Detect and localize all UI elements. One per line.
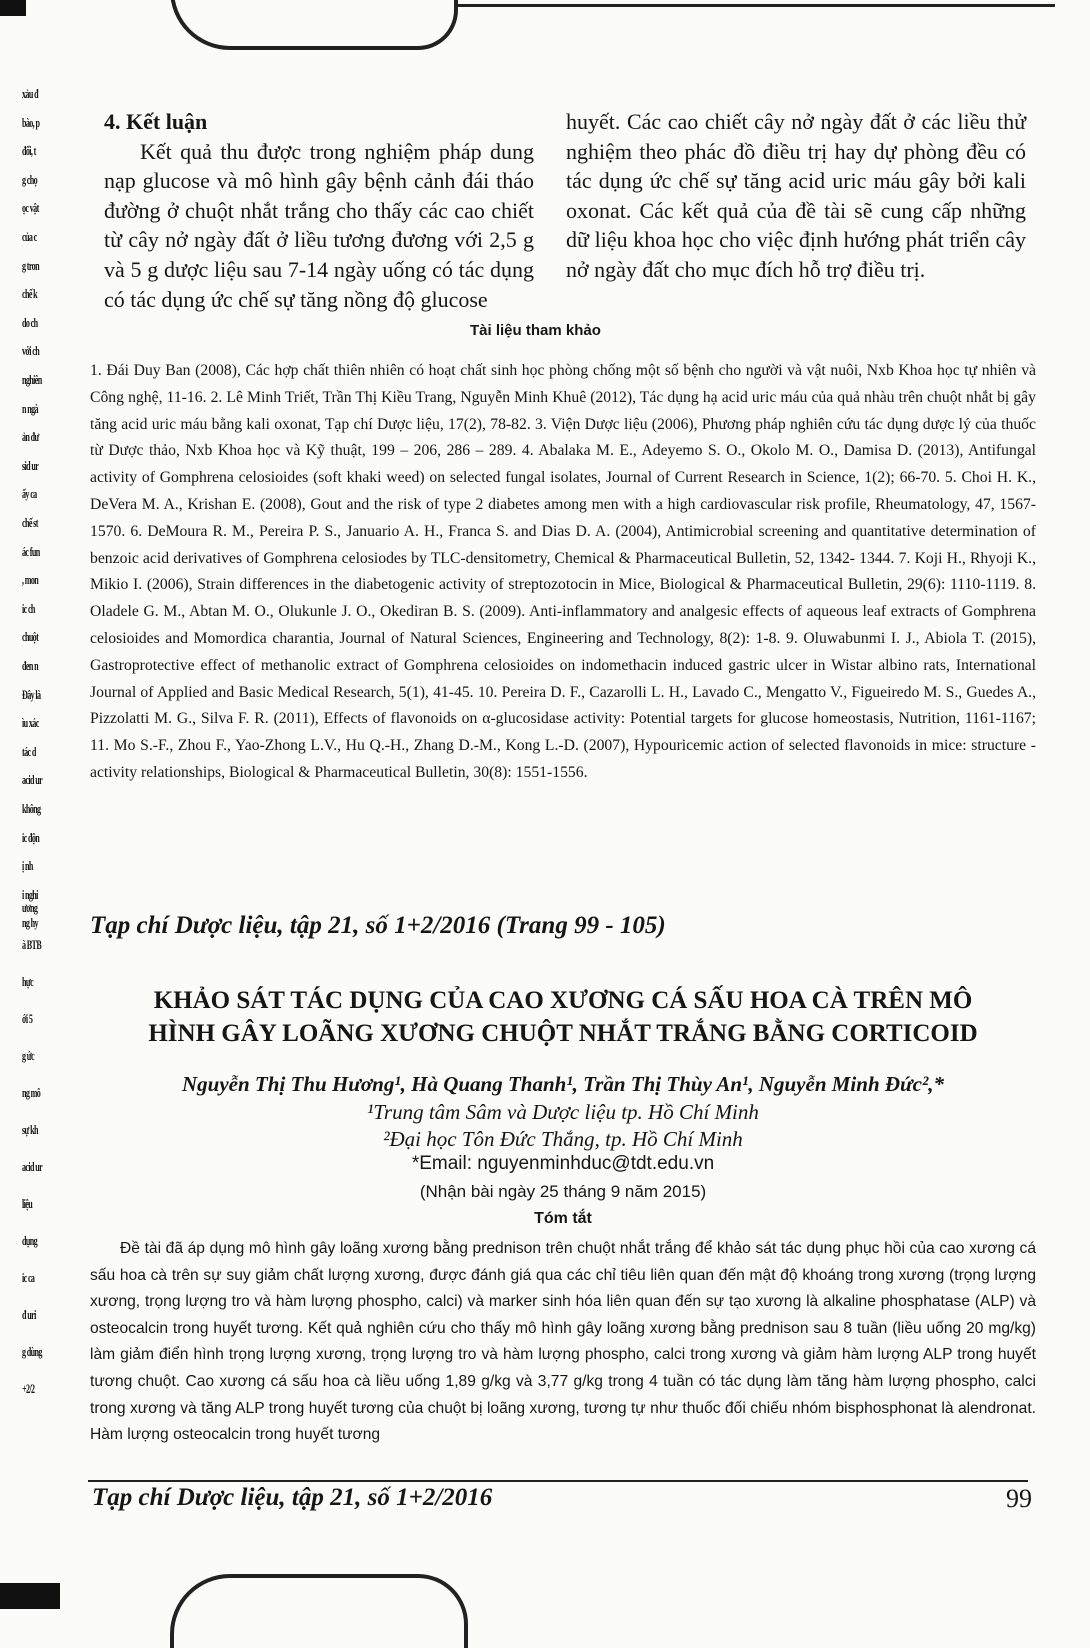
gutter-fragment: acid ur: [22, 772, 43, 788]
gutter-fragment: g dùng: [22, 1344, 42, 1359]
footer-rule: [88, 1480, 1028, 1482]
gutter-fragment: hực: [22, 974, 34, 989]
reference-item: 4. Abalaka M. E., Adeyemo S. O., Okolo M. O., Damisa D. (2013), Antifungal activity of Gomphrena celosioides (soft khaki weed) on selected fungal isolates, Journal of Current Research in Science, 1(2); 66-70.: [90, 442, 1037, 487]
section-heading: 4. Kết luận: [104, 109, 208, 134]
gutter-fragment: tác d: [22, 743, 36, 759]
gutter-fragment: ic độn: [22, 829, 40, 845]
article-title-line-1: KHẢO SÁT TÁC DỤNG CỦA CAO XƯƠNG CÁ SẤU HOA CÀ TRÊN MÔ: [153, 987, 973, 1014]
gutter-fragment: liệu: [22, 1196, 33, 1211]
email: *Email: nguyenminhduc@tdt.edu.vn: [411, 1153, 715, 1174]
gutter-fragment: đ uri: [22, 1307, 36, 1322]
page-number: 99: [1006, 1484, 1032, 1513]
gutter-fragment: xảu đ: [22, 86, 38, 101]
gutter-fragment: chế k: [22, 286, 38, 302]
gutter-fragment: đổi, t: [22, 143, 36, 159]
references-list: [90, 358, 1036, 787]
reference-item: 2. Lê Minh Triết, Trần Thị Kiều Trang, Nguyễn Minh Khuê (2012), Tác dụng hạ acid uric máu của quả nhàu trên chuột nhắt bị gây tăng acid uric máu bằng kali oxonat, Tạp chí Dược liệu, 17(2), 78-82.: [90, 388, 1036, 433]
scan-mark-bottom: [0, 1583, 60, 1609]
gutter-fragment: i nghi: [22, 886, 38, 902]
gutter-fragment: ng hy: [22, 915, 38, 931]
gutter-fragment: ng mô: [22, 1085, 41, 1100]
reference-item: 5. Choi H. K., DeVera M. A., Krishan E. (2008), Gout and the risk of type 2 diabetes among men with a high cardiovascular risk profile, Rheumatology, 47, 1567-1570.: [90, 469, 1036, 540]
footer-journal: Tạp chí Dược liệu, tập 21, số 1+2/2016: [92, 1484, 493, 1511]
gutter-fragment: của c: [22, 229, 37, 244]
gutter-fragment: Đây là: [22, 686, 41, 702]
gutter-fragment: đen n: [22, 658, 38, 673]
gutter-fragment: với ch: [22, 343, 40, 359]
gutter-fragment: ấy ca: [22, 486, 37, 502]
gutter-fragment: chuột: [22, 629, 39, 645]
conclusion-text-2: huyết. Các cao chiết cây nở ngày đất ở các liều thử nghiệm theo phác đồ điều trị hay dự phòng đều có tác dụng ức chế sự tăng acid uric máu gây bởi kali oxonat. Các kết quả của đề tài sẽ cung cấp những dữ liệu khoa học cho việc định hướng phát triển cây nở ngày đất cho mục đích hỗ trợ điều trị.: [566, 109, 1026, 282]
gutter-fragment: à BTB: [22, 937, 42, 952]
reference-item: 3. Viện Dược liệu (2006), Phương pháp nghiên cứu tác dụng dược lý của thuốc từ Dược thảo, Nxb Khoa học và Kỹ thuật, 199 – 206, 286 – 289.: [90, 415, 1036, 460]
affiliation-2: ²Đại học Tôn Đức Thắng, tp. Hồ Chí Minh: [383, 1127, 743, 1151]
affiliation-1: ¹Trung tâm Sâm và Dược liệu tp. Hồ Chí Minh: [367, 1100, 759, 1124]
gutter-fragment: ị nh: [22, 858, 33, 874]
gutter-fragment: g chọ: [22, 171, 38, 187]
references-title: Tài liệu tham khảo: [470, 322, 601, 339]
conclusion-text-1: Kết quả thu được trong nghiệm pháp dung nạp glucose và mô hình gây bệnh cảnh đái tháo đường ở chuột nhắt trắng cho thấy các cao chiết từ cây nở ngày đất ở liều tương đương với 2,5 g và 5 g dược liệu sau 7-14 ngày uống có tác dụng có tác dụng ức chế sự tăng nồng độ glucose: [104, 138, 534, 312]
received-date: (Nhận bài ngày 25 tháng 9 năm 2015): [419, 1182, 707, 1201]
gutter-fragment: ới 5: [22, 1011, 33, 1026]
abstract-text: Đề tài đã áp dụng mô hình gây loãng xương bằng prednison trên chuột nhắt trắng để khảo sát tác dụng phục hồi của cao xương cá sấu hoa cà trên sự suy giảm chất lượng xương, được đánh giá qua các chỉ tiêu liên quan đến mật độ khoáng trong xương (trọng lượng xương, trọng lượng tro và hàm lượng phospho, calci) và marker sinh hóa liên quan đến sự tạo xương là alkaline phosphatase (ALP) và osteocalcin trong huyết tương. Kết quả nghiên cứu cho thấy mô hình gây loãng xương bằng prednison sau 8 tuần (liều uống 20 mg/kg) làm giảm điển hình trọng lượng xương, trọng lượng tro và hàm lượng phospho, calci trong xương và giảm hàm lượng ALP trong huyết tương chuột. Cao xương cá sấu hoa cà liều uống 1,89 g/kg và 3,77 g/kg trong 4 tuần có tác dụng làm tăng hàm lượng phospho, calci trong xương và tăng ALP trong huyết tương của chuột bị loãng xương, tương tự như thuốc đối chiếu nhóm bisphosphonat là alendronat. Hàm lượng osteocalcin trong huyết tương: [90, 1240, 1036, 1444]
gutter-fragment: n ngà: [22, 400, 38, 416]
gutter-fragment: bào, p: [22, 114, 40, 130]
journal-citation: Tạp chí Dược liệu, tập 21, số 1+2/2016 (Trang 99 - 105): [90, 912, 666, 939]
reference-item: 10. Pereira D. F., Cazarolli L. H., Lavado C., Mengatto V., Figueiredo M. S., Guedes A., Pizzolatti M. G., Silva F. R. (2011), Effects of flavonoids on α-glucosidase activity: Potential targets for glucose homeostasis, Nutrition, 1161-1167;: [90, 683, 1037, 728]
gutter-fragment: ương: [22, 900, 38, 915]
gutter-fragment: sự kh: [22, 1122, 38, 1137]
gutter-fragment: sid ur: [22, 457, 39, 473]
gutter-fragment: chế st: [22, 515, 38, 530]
gutter-fragment: dụng: [22, 1233, 38, 1248]
gutter-fragment: , mon: [22, 572, 39, 588]
gutter-fragment: acid ur: [22, 1159, 43, 1174]
gutter-fragment: nghiên: [22, 372, 42, 387]
gutter-fragment: ic ca: [22, 1270, 35, 1285]
gutter-fragment: ìu xác: [22, 715, 39, 731]
gutter-fragment: ản đư: [22, 429, 39, 445]
gutter-fragment: ic ch: [22, 600, 35, 616]
abstract-title: Tóm tắt: [534, 1210, 592, 1227]
binding-curve-bottom: [170, 1574, 468, 1648]
gutter-fragment: do ch: [22, 314, 38, 330]
reference-item: 9. Oluwabunmi I. J., Abiola T. (2015), Gastroprotective effect of methanolic extract of Gomphrena celosioides on indomethacin induced gastric ulcer in Wistar albino rats, International Journal of Applied and Basic Medical Research, 5(1), 41-45.: [90, 629, 1037, 701]
gutter-fragment: không: [22, 801, 41, 816]
article-title-line-2: HÌNH GÂY LOÃNG XƯƠNG CHUỘT NHẮT TRẮNG BẰNG CORTICOID: [148, 1020, 978, 1047]
reference-item: 1. Đái Duy Ban (2008), Các hợp chất thiên nhiên có hoạt chất sinh học phòng chống một số bệnh cho người và vật nuôi, Nxb Khoa học tự nhiên và Công nghệ, 11-16.: [90, 362, 1036, 406]
gutter-fragment: ác fun: [22, 543, 40, 559]
reference-item: 7. Koji H., Rhyoji K., Mikio I. (2006), Strain differences in the diabetogenic activity of streptozotocin in Mice, Biological & Pharmaceutical Bulletin, 29(6): 1110-1119.: [90, 549, 1036, 594]
gutter-fragment: g ức: [22, 1048, 34, 1063]
conclusion-column-left: [104, 107, 534, 314]
authors: Nguyễn Thị Thu Hương¹, Hà Quang Thanh¹, Trần Thị Thùy An¹, Nguyễn Minh Đức²,*: [182, 1072, 944, 1096]
scan-mark: [0, 0, 26, 16]
conclusion-column-right: [566, 107, 1026, 285]
header-rule: [455, 4, 1055, 7]
binding-curve-top: [170, 0, 458, 50]
reference-item: 8. Oladele G. M., Abtan M. O., Olukunle J. O., Okediran B. S. (2009). Anti-inflammatory and analgesic effects of aqueous leaf extracts of Gomphrena celosioides and Momordica charantia, Journal of Natural Sciences, Engineering and Technology, 8(2): 1-8.: [90, 576, 1036, 647]
gutter-fragment: +2/2: [22, 1381, 35, 1396]
reference-item: 11. Mo S.-F., Zhou F., Yao-Zhong L.V., Hu Q.-H., Zhang D.-M., Kong L.-D. (2007), Hypouricemic action of selected flavonoids in mice: structure - activity relationships, Biological & Pharmaceutical Bulletin, 30(8): 1551-1556.: [90, 737, 1036, 781]
article-title: [90, 984, 1036, 1050]
reference-item: 6. DeMoura R. M., Pereira P. S., Januario A. H., Franca S. and Dias D. A. (2004), Antimicrobial screening and quantitative determination of benzoic acid derivatives of Gomphrena celosiodes by TLC-densitometry, Chemical & Pharmaceutical Bulletin, 52, 1342- 1344.: [90, 522, 1036, 567]
gutter-fragment: ọc vật: [22, 200, 39, 216]
gutter-fragment: g tron: [22, 257, 39, 273]
